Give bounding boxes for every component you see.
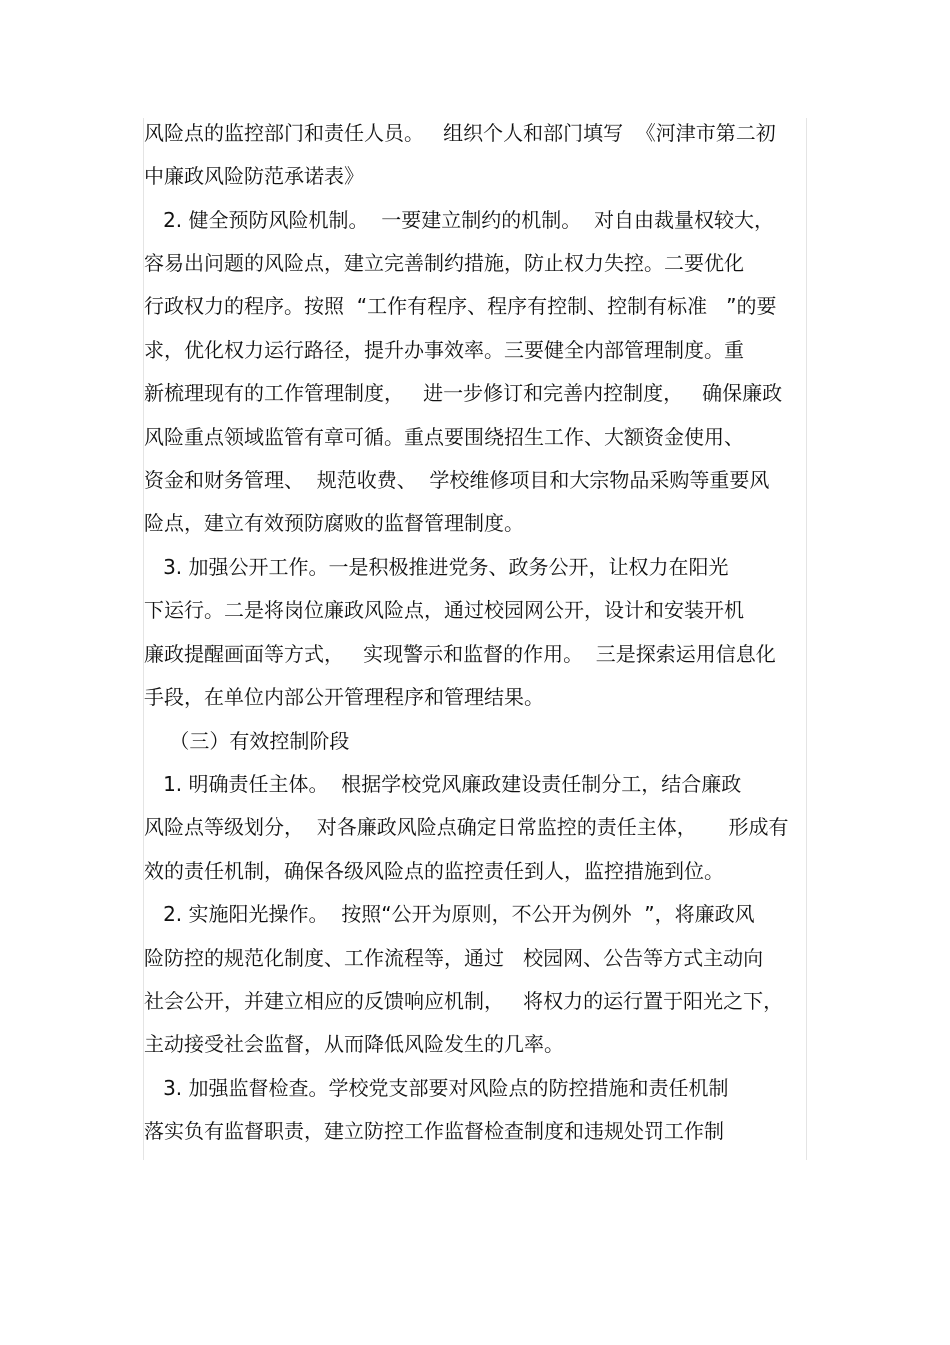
section-heading: （三）有效控制阶段 <box>144 729 350 753</box>
text-line: 风险重点领域监管有章可循。重点要围绕招生工作、大额资金使用、 <box>144 425 744 449</box>
text-line: 1. 明确责任主体。 根据学校党风廉政建设责任制分工，结合廉政 <box>144 772 742 796</box>
text-line: 行政权力的程序。按照 “工作有程序、程序有控制、控制有标准 ”的要 <box>144 294 777 318</box>
text-line: 下运行。二是将岗位廉政风险点，通过校园网公开，设计和安装开机 <box>144 598 744 622</box>
text-line: 手段，在单位内部公开管理程序和管理结果。 <box>144 685 544 709</box>
text-line: 效的责任机制，确保各级风险点的监控责任到人，监控措施到位。 <box>144 859 724 883</box>
text-line: 2. 健全预防风险机制。 一要建立制约的机制。 对自由裁量权较大， <box>144 208 774 232</box>
text-line: 求，优化权力运行路径，提升办事效率。三要健全内部管理制度。重 <box>144 338 744 362</box>
text-line: 廉政提醒画面等方式， 实现警示和监督的作用。 三是探索运用信息化 <box>144 642 776 666</box>
text-line: 资金和财务管理、 规范收费、 学校维修项目和大宗物品采购等重要风 <box>144 468 770 492</box>
text-line: 社会公开，并建立相应的反馈响应机制， 将权力的运行置于阳光之下， <box>144 989 784 1013</box>
text-line: 3. 加强公开工作。一是积极推进党务、政务公开，让权力在阳光 <box>144 555 729 579</box>
text-line: 中廉政风险防范承诺表》 <box>144 164 364 188</box>
text-line: 主动接受社会监督，从而降低风险发生的几率。 <box>144 1032 564 1056</box>
text-line: 落实负有监督职责，建立防控工作监督检查制度和违规处罚工作制 <box>144 1119 724 1143</box>
text-line: 险点，建立有效预防腐败的监督管理制度。 <box>144 511 524 535</box>
text-line: 3. 加强监督检查。学校党支部要对风险点的防控措施和责任机制 <box>144 1076 729 1100</box>
text-line: 风险点等级划分， 对各廉政风险点确定日常监控的责任主体， 形成有 <box>144 815 789 839</box>
text-line: 新梳理现有的工作管理制度， 进一步修订和完善内控制度， 确保廉政 <box>144 381 783 405</box>
text-line: 风险点的监控部门和责任人员。 组织个人和部门填写 《河津市第二初 <box>144 121 776 145</box>
text-line: 2. 实施阳光操作。 按照“公开为原则，不公开为例外 ”，将廉政风 <box>144 902 755 926</box>
text-line: 容易出问题的风险点，建立完善制约措施，防止权力失控。二要优化 <box>144 251 744 275</box>
text-line: 险防控的规范化制度、工作流程等，通过 校园网、公告等方式主动向 <box>144 946 764 970</box>
